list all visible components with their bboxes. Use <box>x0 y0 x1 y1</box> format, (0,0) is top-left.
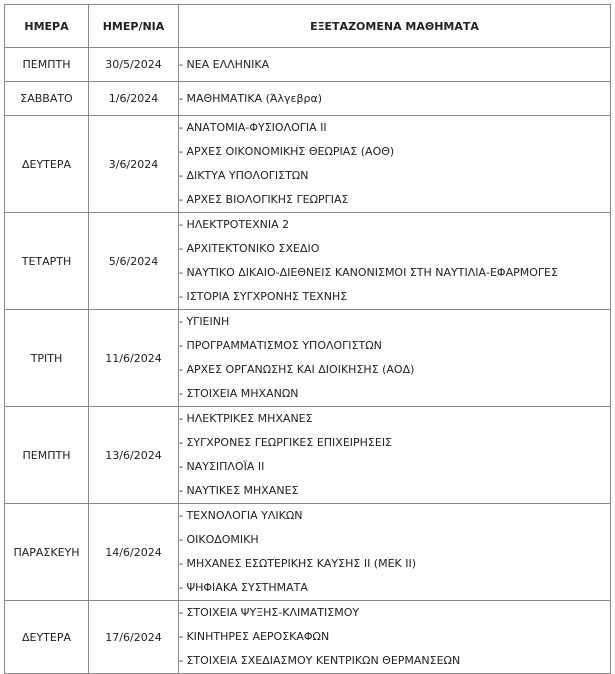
day-cell: ΠΑΡΑΣΚΕΥΗ <box>5 504 89 601</box>
table-row <box>5 213 611 310</box>
subject-item: - ΝΑΥΤΙΚΕΣ ΜΗΧΑΝΕΣ <box>179 484 299 497</box>
date-cell: 13/6/2024 <box>89 407 179 504</box>
subject-item: - ΥΓΙΕΙΝΗ <box>179 315 230 328</box>
subject-item: - ΣΤΟΙΧΕΙΑ ΣΧΕΔΙΑΣΜΟΥ ΚΕΝΤΡΙΚΩΝ ΘΕΡΜΑΝΣΕΩΝ <box>179 654 461 667</box>
subject-item: - ΜΗΧΑΝΕΣ ΕΣΩΤΕΡΙΚΗΣ ΚΑΥΣΗΣ ΙΙ (ΜΕΚ ΙΙ) <box>179 557 417 570</box>
table-row <box>5 504 611 601</box>
table-row <box>5 48 611 82</box>
date-cell: 3/6/2024 <box>89 116 179 213</box>
exam-schedule-table <box>4 4 611 674</box>
subjects-cell <box>179 48 611 82</box>
subject-item: - ΜΑΘΗΜΑΤΙΚΑ (Άλγεβρα) <box>179 92 323 105</box>
subjects-cell <box>179 601 611 674</box>
date-cell: 17/6/2024 <box>89 601 179 674</box>
subject-item: - ΠΡΟΓΡΑΜΜΑΤΙΣΜΟΣ ΥΠΟΛΟΓΙΣΤΩΝ <box>179 339 382 352</box>
subject-item: - ΤΕΧΝΟΛΟΓΙΑ ΥΛΙΚΩΝ <box>179 509 303 522</box>
subjects-cell <box>179 116 611 213</box>
subject-item: - ΨΗΦΙΑΚΑ ΣΥΣΤΗΜΑΤΑ <box>179 581 308 594</box>
subjects-cell <box>179 310 611 407</box>
date-cell: 30/5/2024 <box>89 48 179 82</box>
subject-item: - ΝΑΥΣΙΠΛΟΪΑ ΙΙ <box>179 460 265 473</box>
date-cell: 5/6/2024 <box>89 213 179 310</box>
subject-item: - ΚΙΝΗΤΗΡΕΣ ΑΕΡΟΣΚΑΦΩΝ <box>179 630 330 643</box>
date-cell: 14/6/2024 <box>89 504 179 601</box>
day-cell: ΠΕΜΠΤΗ <box>5 407 89 504</box>
subject-item: - ΑΡΧΕΣ ΟΙΚΟΝΟΜΙΚΗΣ ΘΕΩΡΙΑΣ (ΑΟΘ) <box>179 145 395 158</box>
subject-item: - ΗΛΕΚΤΡΙΚΕΣ ΜΗΧΑΝΕΣ <box>179 412 313 425</box>
subject-item: - ΑΝΑΤΟΜΙΑ-ΦΥΣΙΟΛΟΓΙΑ ΙΙ <box>179 121 327 134</box>
subject-item: - ΔΙΚΤΥΑ ΥΠΟΛΟΓΙΣΤΩΝ <box>179 169 309 182</box>
subject-item: - ΙΣΤΟΡΙΑ ΣΥΓΧΡΟΝΗΣ ΤΕΧΝΗΣ <box>179 290 348 303</box>
table-row <box>5 116 611 213</box>
subjects-cell <box>179 504 611 601</box>
subjects-cell <box>179 82 611 116</box>
date-cell: 1/6/2024 <box>89 82 179 116</box>
subjects-cell <box>179 407 611 504</box>
subject-item: - ΝΑΥΤΙΚΟ ΔΙΚΑΙΟ-ΔΙΕΘΝΕΙΣ ΚΑΝΟΝΙΣΜΟΙ ΣΤΗ ΝΑΥΤΙΛΙΑ-ΕΦΑΡΜΟΓΕΣ <box>179 266 558 279</box>
date-cell: 11/6/2024 <box>89 310 179 407</box>
subject-item: - ΑΡΧΙΤΕΚΤΟΝΙΚΟ ΣΧΕΔΙΟ <box>179 242 320 255</box>
subject-item: - ΟΙΚΟΔΟΜΙΚΗ <box>179 533 259 546</box>
subjects-cell <box>179 213 611 310</box>
subject-item: - ΣΤΟΙΧΕΙΑ ΨΥΞΗΣ-ΚΛΙΜΑΤΙΣΜΟΥ <box>179 606 360 619</box>
date-column-header: ΗΜΕΡ/ΝΙΑ <box>89 5 179 48</box>
table-row <box>5 310 611 407</box>
day-cell: ΣΑΒΒΑΤΟ <box>5 82 89 116</box>
day-column-header: ΗΜΕΡΑ <box>5 5 89 48</box>
subject-item: - ΣΥΓΧΡΟΝΕΣ ΓΕΩΡΓΙΚΕΣ ΕΠΙΧΕΙΡΗΣΕΙΣ <box>179 436 393 449</box>
day-cell: ΔΕΥΤΕΡΑ <box>5 601 89 674</box>
table-row <box>5 407 611 504</box>
day-cell: ΠΕΜΠΤΗ <box>5 48 89 82</box>
subject-item: - ΗΛΕΚΤΡΟΤΕΧΝΙΑ 2 <box>179 218 290 231</box>
day-cell: ΤΡΙΤΗ <box>5 310 89 407</box>
subject-item: - ΝΕΑ ΕΛΛΗΝΙΚΑ <box>179 58 270 71</box>
subject-item: - ΑΡΧΕΣ ΒΙΟΛΟΓΙΚΗΣ ΓΕΩΡΓΙΑΣ <box>179 193 349 206</box>
subject-item: - ΑΡΧΕΣ ΟΡΓΑΝΩΣΗΣ ΚΑΙ ΔΙΟΙΚΗΣΗΣ (ΑΟΔ) <box>179 363 415 376</box>
day-cell: ΔΕΥΤΕΡΑ <box>5 116 89 213</box>
table-row <box>5 601 611 674</box>
subject-item: - ΣΤΟΙΧΕΙΑ ΜΗΧΑΝΩΝ <box>179 387 299 400</box>
table-row <box>5 82 611 116</box>
subjects-column-header: ΕΞΕΤΑΖΟΜΕΝΑ ΜΑΘΗΜΑΤΑ <box>179 5 611 48</box>
header-row <box>5 5 611 48</box>
day-cell: ΤΕΤΑΡΤΗ <box>5 213 89 310</box>
